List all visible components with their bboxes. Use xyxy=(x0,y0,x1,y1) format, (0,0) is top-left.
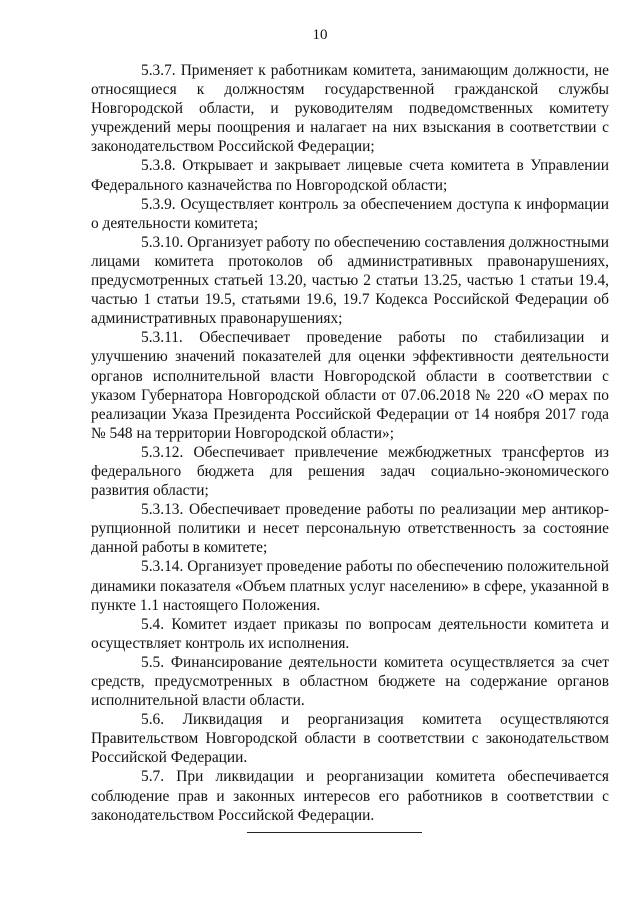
paragraph-5-3-9: 5.3.9. Осуществляет контроль за обеспечением доступа к информации о деятельности комитета; xyxy=(91,195,609,232)
document-body xyxy=(91,61,609,825)
paragraph-5-3-12: 5.3.12. Обеспечивает привлечение межбюджетных трансфертов из федерального бюджета для решения задач социально-экономического развития области; xyxy=(91,443,609,500)
paragraph-5-4: 5.4. Комитет издает приказы по вопросам деятельности комитета и осуществляет контроль их исполнения. xyxy=(91,615,609,652)
paragraph-5-3-11: 5.3.11. Обеспечивает проведение работы по стабилизации и улучшению значений показателей для оценки эффективности деятельности органов исполнительной власти Новгородской области в соответствии с указом Губернатора Новгородской области от 07.06.2018 № 220 «О мерах по реализации Указа Президента Российской Федерации от 14 ноября 2017 года № 548 на территории Новгородской области»; xyxy=(91,329,609,442)
paragraph-5-3-7: 5.3.7. Применяет к работникам комитета, занимающим должности, не относящиеся к должностям государственной гражданской службы Новгородской области, и руководителям подведомственных комитету учреждений меры поощрения и налагает на них взыскания в соответствии с законодательством Российской Федерации; xyxy=(91,62,609,156)
paragraph-5-7: 5.7. При ликвидации и реорганизации комитета обеспечивается соблюдение прав и законных интересов его работников в соответствии с законодательством Российской Федерации. xyxy=(91,768,609,824)
end-of-document-rule xyxy=(247,832,422,833)
page-number: 10 xyxy=(312,27,328,43)
paragraph-5-3-8: 5.3.8. Открывает и закрывает лицевые счета комитета в Управлении Федерального казначейства по Новгородской области; xyxy=(91,157,609,194)
paragraph-5-3-14: 5.3.14. Организует проведение работы по обеспечению положительной динамики показателя «Объем платных услуг населению» в сфере, указанной в пункте 1.1 настоящего Положения. xyxy=(91,558,609,614)
paragraph-5-3-13: 5.3.13. Обеспечивает проведение работы по реализации мер антикоррупционной политики и несет персональную ответственность за состояние данной работы в комитете; xyxy=(91,501,609,557)
paragraph-5-3-10: 5.3.10. Организует работу по обеспечению составления должностными лицами комитета протоколов об административных правонарушениях, предусмотренных статьей 13.20, частью 2 статьи 13.25, частью 1 статьи 19.4, частью 1 статьи 19.5, статьями 19.6, 19.7 Кодекса Российской Федерации об административных правонарушениях; xyxy=(91,233,609,328)
paragraph-5-6: 5.6. Ликвидация и реорганизация комитета осуществляются Правительством Новгородской области в соответствии с законодательством Российской Федерации. xyxy=(91,711,609,767)
paragraph-5-5: 5.5. Финансирование деятельности комитета осуществляется за счет средств, предусмотренных в областном бюджете на содержание органов исполнительной власти области. xyxy=(91,653,609,710)
